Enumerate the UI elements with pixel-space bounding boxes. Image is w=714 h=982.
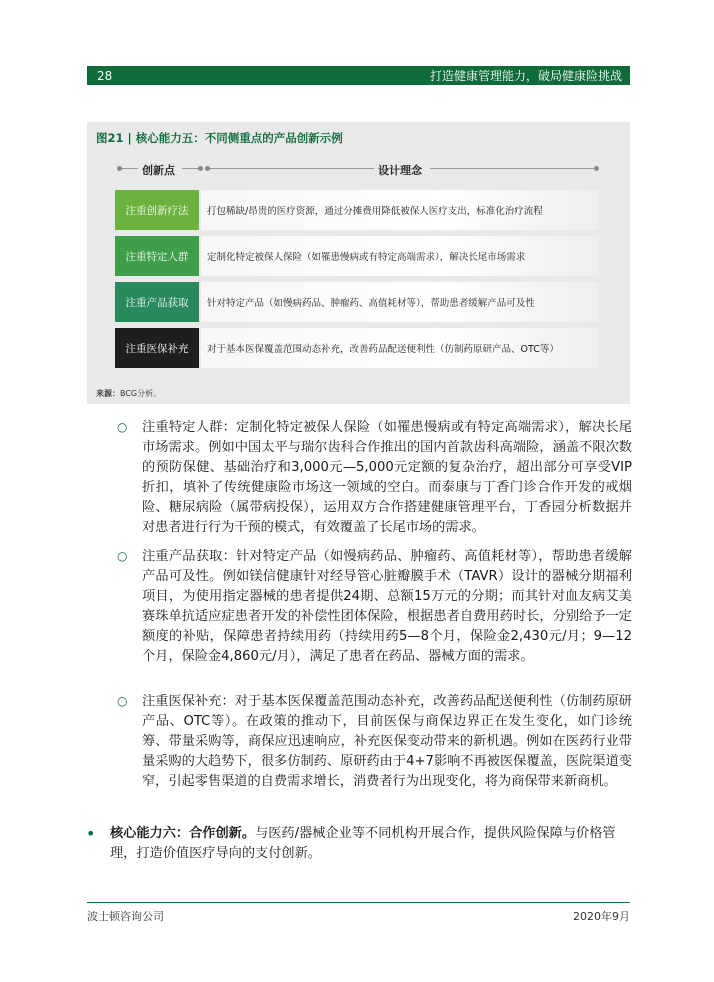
footer-publisher: 波士顿咨询公司	[87, 910, 164, 923]
source-label: 来源：	[96, 389, 120, 398]
page-header	[87, 66, 630, 85]
column-divider-dot	[594, 166, 599, 171]
figure-source	[96, 388, 161, 399]
figure-row	[115, 282, 599, 322]
main-point-text: 与医药/器械企业等不同机构开展合作，提供风险保障与价格管理，打造价值医疗导向的支付创新。	[110, 826, 616, 861]
bullet-paragraph	[142, 547, 632, 667]
column-head-design: 设计理念	[378, 164, 422, 177]
bullet-mark: ○	[117, 549, 128, 563]
row-label: 注重医保补充	[115, 328, 199, 368]
bullet-mark: ○	[117, 694, 128, 708]
bullet-mark: ○	[117, 420, 128, 434]
row-desc: 对于基本医保覆盖范围动态补充，改善药品配送便利性（仿制药原研产品、OTC等）	[201, 328, 599, 368]
figure-title: 图21 | 核心能力五：不同侧重点的产品创新示例	[96, 131, 343, 145]
source-text: BCG分析。	[120, 389, 162, 398]
figure-21	[87, 122, 630, 404]
main-point-heading: 核心能力六：合作创新。	[110, 826, 256, 841]
column-divider	[122, 168, 138, 169]
page-number: 28	[97, 68, 113, 83]
row-desc: 定制化特定被保人保险（如罹患慢病或有特定高端需求），解决长尾市场需求	[201, 236, 599, 276]
column-divider	[182, 168, 198, 169]
bullet-text: 注重医保补充：对于基本医保覆盖范围动态补充，改善药品配送便利性（仿制药原研产品、OTC等）。在政策的推动下，目前医保与商保边界正在发生变化，如门诊统筹、带量采购等，商保应迅速响应，补充医保变动带来的新机遇。例如在医药行业带量采购的大趋势下，很多仿制药、原研药由于4+7影响不再被医保覆盖，医院渠道变窄，引起零售渠道的自费需求增长，消费者行为出现变化，将为商保带来新商机。	[142, 694, 632, 789]
figure-row	[115, 236, 599, 276]
row-desc: 针对特定产品（如慢病药品、肿瘤药、高值耗材等），帮助患者缓解产品可及性	[201, 282, 599, 322]
row-label: 注重创新疗法	[115, 190, 199, 230]
main-bullet-mark: •	[86, 824, 96, 843]
figure-row	[115, 190, 599, 230]
row-desc: 打包稀缺/昂贵的医疗资源，通过分摊费用降低被保人医疗支出，标准化治疗流程	[201, 190, 599, 230]
bullet-text: 注重产品获取：针对特定产品（如慢病药品、肿瘤药、高值耗材等），帮助患者缓解产品可及性。例如镁信健康针对经导管心脏瓣膜手术（TAVR）设计的器械分期福利项目，为使用指定器械的患者提供24期、总额15万元的分期；而其针对血友病艾美赛珠单抗适应症患者开发的补偿性团体保险，根据患者自费用药时长，分别给予一定额度的补贴，保障患者持续用药（持续用药5—8个月，保险金2,430元/月；9—12个月，保险金4,860元/月），满足了患者在药品、器械方面的需求。	[142, 549, 632, 664]
column-head-innovation: 创新点	[142, 164, 175, 177]
figure-row	[115, 328, 599, 368]
footer-divider	[87, 902, 630, 903]
column-divider	[430, 168, 594, 169]
header-title: 打造健康管理能力，破局健康险挑战	[429, 69, 622, 83]
column-divider	[210, 168, 374, 169]
footer-date: 2020年9月	[573, 910, 630, 923]
column-divider-dot	[198, 166, 203, 171]
bullet-paragraph	[142, 418, 632, 538]
bullet-paragraph	[142, 692, 632, 792]
row-label: 注重特定人群	[115, 236, 199, 276]
bullet-text: 注重特定人群：定制化特定被保人保险（如罹患慢病或有特定高端需求），解决长尾市场需求。例如中国太平与瑞尔齿科合作推出的国内首款齿科高端险，涵盖不限次数的预防保健、基础治疗和3,000元—5,000元定额的复杂治疗，超出部分可享受VIP折扣，填补了传统健康险市场这一领域的空白。而泰康与丁香门诊合作开发的戒烟险、糖尿病险（属带病投保），运用双方合作搭建健康管理平台，丁香园分析数据并对患者进行行为干预的模式，有效覆盖了长尾市场的需求。	[142, 420, 632, 535]
row-label: 注重产品获取	[115, 282, 199, 322]
main-point	[110, 824, 630, 864]
